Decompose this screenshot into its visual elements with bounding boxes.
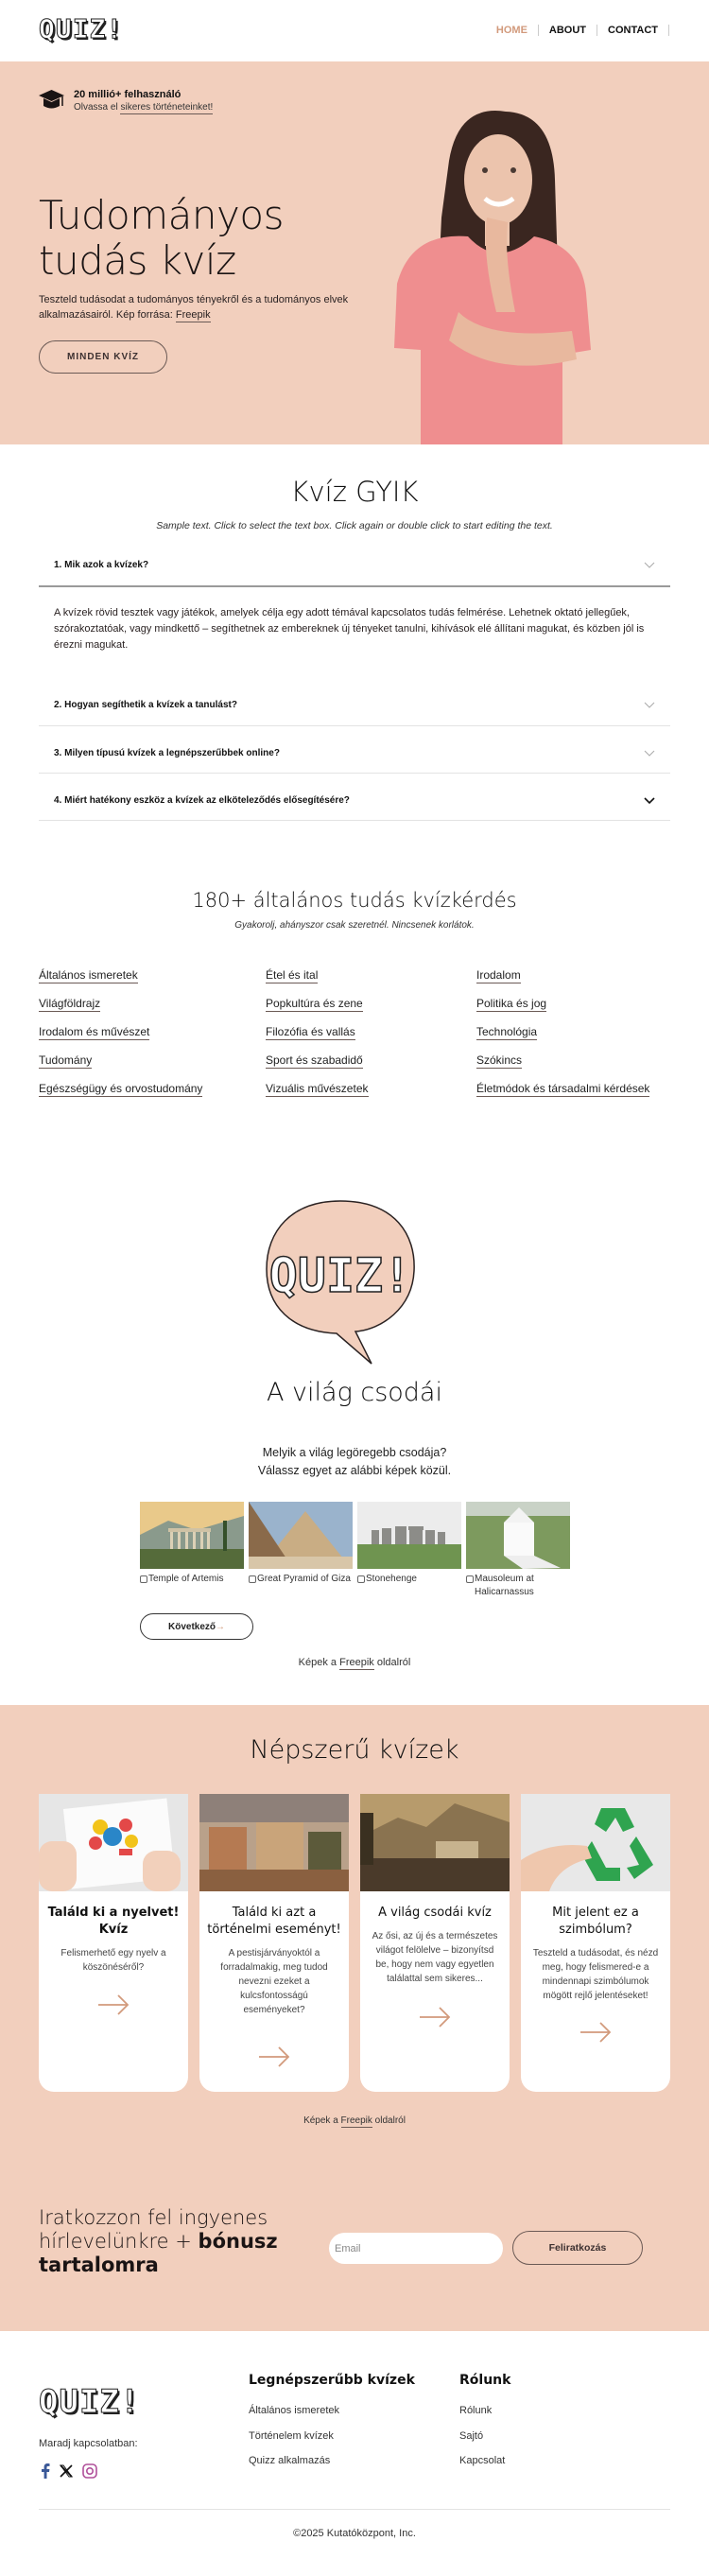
option-label: Great Pyramid of Giza [257, 1574, 351, 1584]
category-link[interactable]: Szókincs [476, 1053, 523, 1067]
category-link[interactable]: Tudomány [39, 1053, 93, 1067]
next-label: Következő [167, 1621, 216, 1632]
category-link[interactable]: Irodalom [476, 968, 521, 982]
success-stories-link[interactable]: sikeres történeteinket! [120, 102, 214, 113]
footer-link[interactable]: Quizz alkalmazás [249, 2455, 331, 2466]
wonder-option-2[interactable] [249, 1502, 353, 1586]
badge-title: 20 millió+ felhasználó [74, 89, 182, 100]
wonders-question [0, 1444, 709, 1480]
category-link[interactable]: Technológia [476, 1025, 538, 1038]
bubble-text: QUIZ! [268, 1248, 412, 1303]
hero-desc-text: Teszteld tudásodat a tudományos tényekről és a tudományos elvek alkalmazásairól. Kép forrása: [39, 294, 349, 321]
arrow-right-icon[interactable] [579, 2022, 613, 2043]
category-link[interactable]: Vizuális művészetek [266, 1082, 369, 1095]
graduation-cap-icon [39, 88, 64, 111]
category-link[interactable]: Étel és ital [266, 968, 319, 982]
hero-title [39, 193, 284, 284]
option-checkbox[interactable] [357, 1575, 365, 1583]
popular-credit [0, 2115, 709, 2126]
wonders-title: A világ csodái [267, 1378, 442, 1407]
chevron-down-icon [644, 750, 655, 757]
wonders-quiz-image [360, 1794, 510, 1891]
card-description: Teszteld a tudásodat, és nézd meg, hogy felismered-e a mindennapi szimbólumok mögött rejlő jelentéseket! [532, 1948, 659, 2001]
question-line1: Melyik a világ legöregebb csodája? [262, 1446, 447, 1459]
newsletter-title [39, 2206, 285, 2277]
wonder-option-1[interactable] [140, 1502, 244, 1586]
wonder-option-4[interactable] [466, 1502, 570, 1599]
footer-link[interactable]: Rólunk [459, 2405, 493, 2416]
logo[interactable]: QUIZ! [39, 13, 124, 44]
card-title: Találd ki azt a történelmi eseményt! [207, 1906, 341, 1937]
badge-subtitle [74, 101, 213, 114]
nav-home[interactable]: HOME [495, 25, 527, 36]
credit-prefix: Képek a [303, 2115, 341, 2126]
quiz-card[interactable] [199, 1794, 349, 2092]
faq-item-1[interactable] [39, 560, 670, 570]
hero-description [39, 292, 351, 322]
faq-question: 4. Miért hatékony eszköz a kvízek az elköteleződés elősegítésére? [54, 795, 350, 806]
chevron-down-icon [644, 797, 655, 805]
hero-title-line1: Tudományos [39, 192, 284, 238]
site-header [0, 0, 709, 61]
footer-divider [39, 2509, 670, 2510]
category-link[interactable]: Politika és jog [476, 997, 547, 1010]
footer-link[interactable]: Történelem kvízek [249, 2430, 334, 2442]
hero-title-line2: tudás kvíz [39, 237, 236, 284]
faq-question: 2. Hogyan segíthetik a kvízek a tanulást? [54, 700, 237, 710]
category-link[interactable]: Filozófia és vallás [266, 1025, 355, 1038]
card-description: Az ősi, az új és a természetes világot felölelve – bizonyítsd be, hogy nem vagy egyetlen találattal sem sikeres... [372, 1931, 498, 1984]
freepik-link[interactable]: Freepik [339, 1657, 374, 1668]
arrow-right-icon: → [216, 1621, 225, 1632]
temple-of-artemis-image [140, 1502, 244, 1569]
card-title: A világ csodái kvíz [378, 1906, 492, 1920]
email-input[interactable]: Email [329, 2233, 503, 2264]
category-link[interactable]: Egészségügy és orvostudomány [39, 1082, 203, 1095]
wonders-credit [0, 1657, 709, 1668]
faq-subtitle: Sample text. Click to select the text box. Click again or double click to start editing the text. [156, 520, 553, 531]
category-link[interactable]: Általános ismeretek [39, 968, 138, 982]
popular-title: Népszerű kvízek [250, 1735, 459, 1765]
badge-sub-prefix: Olvassa el [74, 102, 121, 113]
faq-item-4[interactable] [39, 795, 670, 806]
arrow-right-icon[interactable] [257, 2046, 291, 2067]
faq-divider [39, 725, 670, 726]
user-count-badge [39, 88, 213, 114]
faq-divider [39, 820, 670, 821]
categories-subtitle: Gyakorolj, ahányszor csak szeretnél. Nincsenek korlátok. [234, 920, 475, 931]
categories-title: 180+ általános tudás kvízkérdés [192, 889, 517, 912]
option-label: Stonehenge [366, 1574, 417, 1584]
nav-contact[interactable]: CONTACT [608, 25, 658, 36]
credit-prefix: Képek a [298, 1657, 340, 1668]
mausoleum-image [466, 1502, 570, 1569]
option-label: Mausoleum at Halicarnassus [475, 1574, 534, 1597]
subscribe-button[interactable]: Feliratkozás [512, 2231, 643, 2265]
credit-suffix: oldalról [373, 1657, 411, 1668]
faq-item-2[interactable] [39, 700, 670, 710]
social-label: Maradj kapcsolatban: [39, 2438, 138, 2449]
category-link[interactable]: Popkultúra és zene [266, 997, 363, 1010]
arrow-right-icon[interactable] [96, 1994, 130, 2015]
facebook-icon[interactable] [41, 2463, 50, 2479]
all-quizzes-button[interactable]: MINDEN KVÍZ [39, 340, 167, 374]
credit-suffix: oldalról [372, 2115, 406, 2126]
main-nav [486, 25, 669, 36]
freepik-link[interactable]: Freepik [340, 2115, 372, 2126]
faq-divider-active [39, 585, 670, 587]
question-line2: Válassz egyet az alábbi képek közül. [257, 1464, 452, 1477]
footer-col2-title: Rólunk [459, 2373, 511, 2388]
quiz-card[interactable] [521, 1794, 670, 2092]
footer-link[interactable]: Kapcsolat [459, 2455, 506, 2466]
stonehenge-image [357, 1502, 461, 1569]
newsletter-title-bold: bónusz tartalomra [39, 2230, 278, 2276]
recycle-symbol-image [521, 1794, 670, 1891]
faq-divider [39, 773, 670, 774]
arrow-right-icon[interactable] [418, 2007, 452, 2028]
quiz-speech-bubble-icon [263, 1197, 419, 1367]
quiz-card[interactable] [39, 1794, 188, 2092]
category-link[interactable]: Irodalom és művészet [39, 1025, 150, 1038]
footer-col1-title: Legnépszerűbb kvízek [249, 2373, 415, 2388]
freepik-link[interactable]: Freepik [175, 309, 211, 321]
card-description: A pestisjárványoktól a forradalmakig, meg tudod nevezni ezeket a kulcsfontosságú eseményeket? [220, 1948, 328, 2015]
faq-question: 3. Milyen típusú kvízek a legnépszerűbbek online? [54, 748, 280, 758]
history-quiz-image [199, 1794, 349, 1891]
wonder-option-3[interactable] [357, 1502, 461, 1586]
option-label: Temple of Artemis [148, 1574, 224, 1584]
nav-divider [668, 25, 669, 36]
footer-logo[interactable]: QUIZ! [39, 2383, 141, 2421]
chevron-down-icon [644, 562, 655, 569]
newsletter-title-light: Iratkozzon fel ingyenes hírlevelünkre + [39, 2206, 268, 2253]
instagram-icon[interactable] [82, 2463, 97, 2479]
footer-link[interactable]: Sajtó [459, 2430, 484, 2442]
next-button[interactable] [140, 1613, 253, 1640]
copyright: ©2025 Kutatóközpont, Inc. [293, 2528, 416, 2539]
faq-title: Kvíz GYIK [290, 476, 419, 508]
nav-about[interactable]: ABOUT [548, 25, 587, 36]
great-pyramid-image [249, 1502, 353, 1569]
option-checkbox[interactable] [249, 1575, 256, 1583]
language-quiz-image [39, 1794, 188, 1891]
faq-item-3[interactable] [39, 748, 670, 758]
faq-answer-1: A kvízek rövid tesztek vagy játékok, amelyek célja egy adott témával kapcsolatos tudás felmérése. Lehetnek oktató jellegűek, szórakoztatóak, vagy mindkettő – segíthetnek az embereknek új tényeket tanulni, kihívások elé állítani magukat, és közben jól is érezni magukat. [54, 607, 645, 651]
social-icons [41, 2463, 97, 2479]
chevron-down-icon [644, 702, 655, 709]
category-link[interactable]: Világföldrajz [39, 997, 101, 1010]
option-checkbox[interactable] [140, 1575, 147, 1583]
quiz-card[interactable] [360, 1794, 510, 2092]
card-title: Mit jelent ez a szimbólum? [552, 1906, 639, 1937]
category-link[interactable]: Sport és szabadidő [266, 1053, 363, 1067]
x-twitter-icon[interactable] [60, 2464, 73, 2478]
footer-link[interactable]: Általános ismeretek [249, 2405, 339, 2416]
hero-woman-image [392, 104, 596, 444]
category-link[interactable]: Életmódok és társadalmi kérdések [476, 1082, 650, 1095]
faq-question: 1. Mik azok a kvízek? [54, 560, 149, 570]
card-title: Találd ki a nyelvet! Kvíz [47, 1906, 180, 1937]
card-description: Felismerhető egy nyelv a köszönéséről? [61, 1948, 166, 1973]
option-checkbox[interactable] [466, 1575, 474, 1583]
